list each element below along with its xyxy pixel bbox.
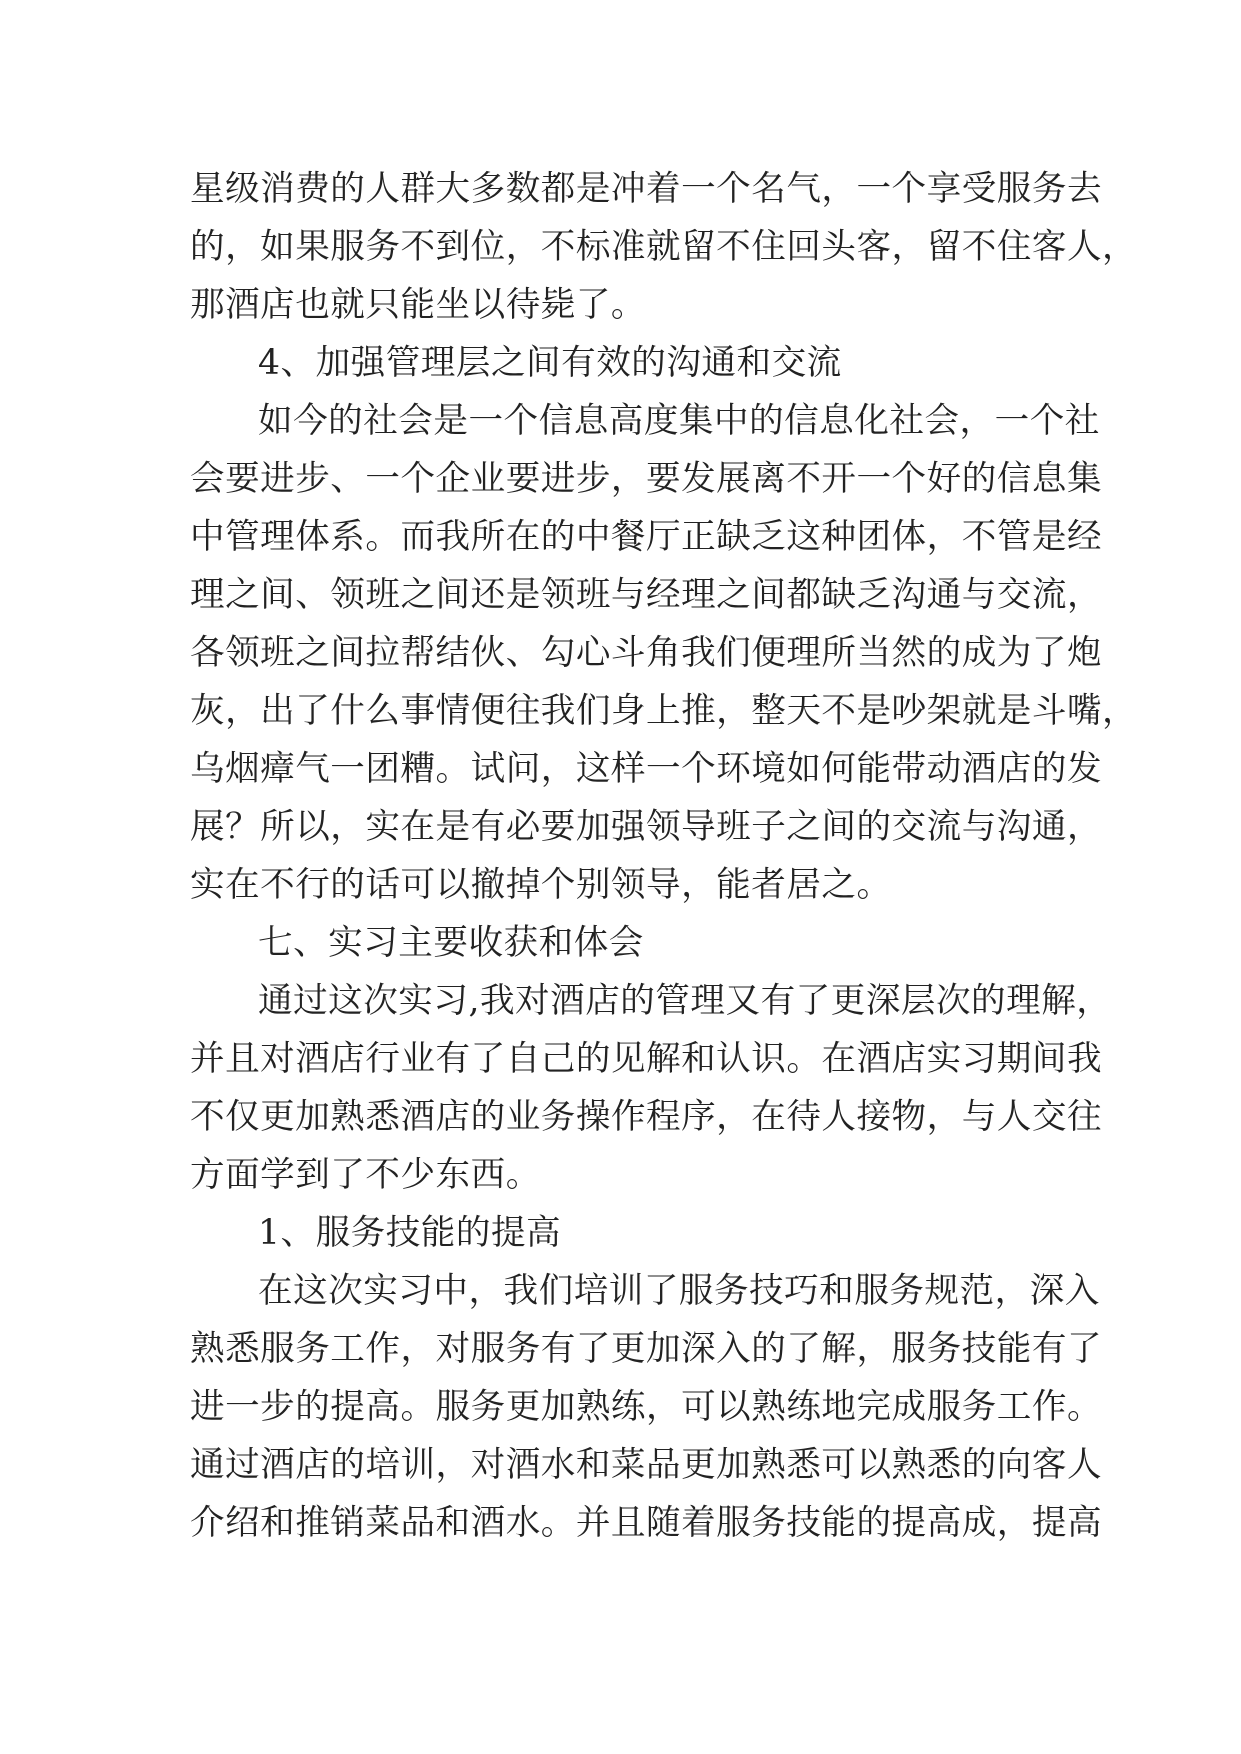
text-line: 那酒店也就只能坐以待毙了。: [190, 285, 647, 325]
paragraph-first-line: 如今的社会是一个信息高度集中的信息化社会，一个社: [258, 401, 1100, 441]
text-line: 中管理体系。而我所在的中餐厅正缺乏这种团体，不管是经: [190, 517, 1103, 557]
section-heading: 七、实习主要收获和体会: [258, 923, 644, 963]
text-line: 实在不行的话可以撤掉个别领导，能者居之。: [190, 865, 892, 905]
text-line: 并且对酒店行业有了自己的见解和认识。在酒店实习期间我: [190, 1039, 1103, 1079]
text-line: 熟悉服务工作，对服务有了更加深入的了解，服务技能有了: [190, 1329, 1103, 1369]
text-line: 介绍和推销菜品和酒水。并且随着服务技能的提高成，提高: [190, 1503, 1103, 1543]
text-line: 各领班之间拉帮结伙、勾心斗角我们便理所当然的成为了炮: [190, 633, 1103, 673]
text-line: 会要进步、一个企业要进步，要发展离不开一个好的信息集: [190, 459, 1103, 499]
text-line: 灰，出了什么事情便往我们身上推，整天不是吵架就是斗嘴，: [190, 691, 1138, 731]
paragraph-first-line: 通过这次实习,我对酒店的管理又有了更深层次的理解，: [258, 981, 1112, 1021]
paragraph-first-line: 在这次实习中，我们培训了服务技巧和服务规范，深入: [258, 1271, 1100, 1311]
text-line: 通过酒店的培训，对酒水和菜品更加熟悉可以熟悉的向客人: [190, 1445, 1103, 1485]
text-line: 进一步的提高。服务更加熟练，可以熟练地完成服务工作。: [190, 1387, 1103, 1427]
section-heading: 4、加强管理层之间有效的沟通和交流: [258, 343, 842, 383]
text-line: 星级消费的人群大多数都是冲着一个名气，一个享受服务去: [190, 169, 1103, 209]
text-line: 不仅更加熟悉酒店的业务操作程序，在待人接物，与人交往: [190, 1097, 1103, 1137]
text-line: 方面学到了不少东西。: [190, 1155, 541, 1195]
text-line: 的，如果服务不到位，不标准就留不住回头客，留不住客人，: [190, 227, 1138, 267]
text-line: 理之间、领班之间还是领班与经理之间都缺乏沟通与交流，: [190, 575, 1103, 615]
section-heading: 1、服务技能的提高: [258, 1213, 562, 1253]
document-body: [190, 160, 1138, 1552]
text-line: 展？所以，实在是有必要加强领导班子之间的交流与沟通，: [190, 807, 1103, 847]
text-line: 乌烟瘴气一团糟。试问，这样一个环境如何能带动酒店的发: [190, 749, 1103, 789]
